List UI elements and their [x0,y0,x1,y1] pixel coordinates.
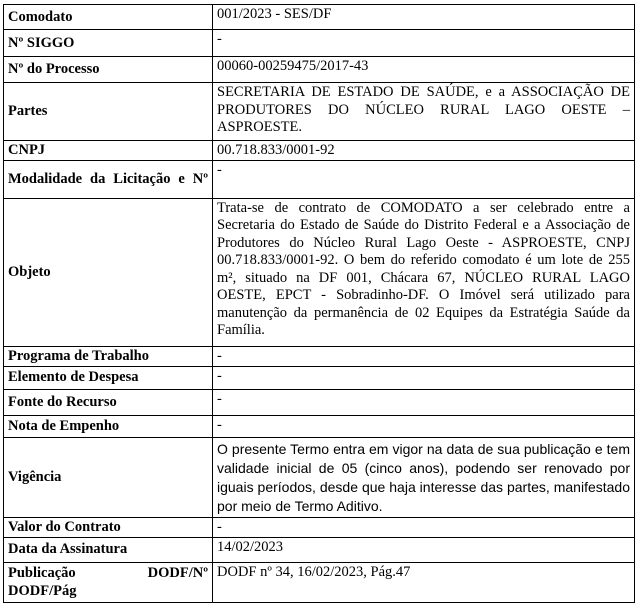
row-value-siggo: - [213,30,635,57]
table-row [4,437,635,517]
table-row [4,389,635,415]
row-label-empenho: Nota de Empenho [4,415,213,437]
table-row [4,366,635,389]
row-value-modalidade: - [213,160,635,198]
row-value-fonte: - [213,389,635,415]
row-label-processo: Nº do Processo [4,57,213,83]
row-label-cnpj: CNPJ [4,141,213,161]
row-label-vigencia: Vigência [4,437,213,517]
row-value-comodato: 001/2023 - SES/DF [213,5,635,30]
row-value-partes: SECRETARIA DE ESTADO DE SAÚDE, e a ASSOCIAÇÃO DE PRODUTORES DO NÚCLEO RURAL LAGO OESTE – ASPROESTE. [213,83,635,141]
table-row [4,83,635,141]
row-label-assinatura: Data da Assinatura [4,537,213,562]
row-value-empenho: - [213,415,635,437]
row-value-programa: - [213,346,635,366]
row-label-valor: Valor do Contrato [4,517,213,537]
table-row [4,537,635,562]
row-value-cnpj: 00.718.833/0001-92 [213,141,635,161]
table-row [4,141,635,161]
row-value-objeto: Trata-se de contrato de COMODATO a ser celebrado entre a Secretaria do Estado de Saúde do Distrito Federal e a Associação de Produtores do Núcleo Rural Lago Oeste - ASPROESTE, CNPJ 00.718.833/0001-92. O bem do referido comodato é um lote de 255 m², situado na DF 001, Chácara 67, NÚCLEO RURAL LAGO OESTE, EPCT - Sobradinho-DF. O Imóvel será utilizado para manutenção da permanência de 02 Equipes da Estratégia Saúde da Família. [213,198,635,346]
table-row [4,562,635,602]
table-row [4,517,635,537]
row-label-elemento: Elemento de Despesa [4,366,213,389]
row-label-publicacao: Publicação DODF/Nº DODF/Pág [4,562,213,602]
row-label-fonte: Fonte do Recurso [4,389,213,415]
row-value-valor: - [213,517,635,537]
table-row [4,346,635,366]
row-label-comodato: Comodato [4,5,213,30]
row-label-siggo: Nº SIGGO [4,30,213,57]
row-value-assinatura: 14/02/2023 [213,537,635,562]
row-label-objeto: Objeto [4,198,213,346]
table-row [4,30,635,57]
row-label-partes: Partes [4,83,213,141]
row-value-processo: 00060-00259475/2017-43 [213,57,635,83]
row-value-elemento: - [213,366,635,389]
row-label-programa: Programa de Trabalho [4,346,213,366]
table-row [4,5,635,30]
table-row [4,57,635,83]
table-row [4,415,635,437]
table-row [4,160,635,198]
contract-summary-table [3,4,635,603]
row-label-modalidade: Modalidade da Licitação e Nº [4,160,213,198]
table-row [4,198,635,346]
row-value-vigencia: O presente Termo entra em vigor na data de sua publicação e tem validade inicial de 05 (cinco anos), podendo ser renovado por iguais períodos, desde que haja interesse das partes, manifestado por meio de Termo Aditivo. [213,437,635,517]
row-value-publicacao: DODF nº 34, 16/02/2023, Pág.47 [213,562,635,602]
